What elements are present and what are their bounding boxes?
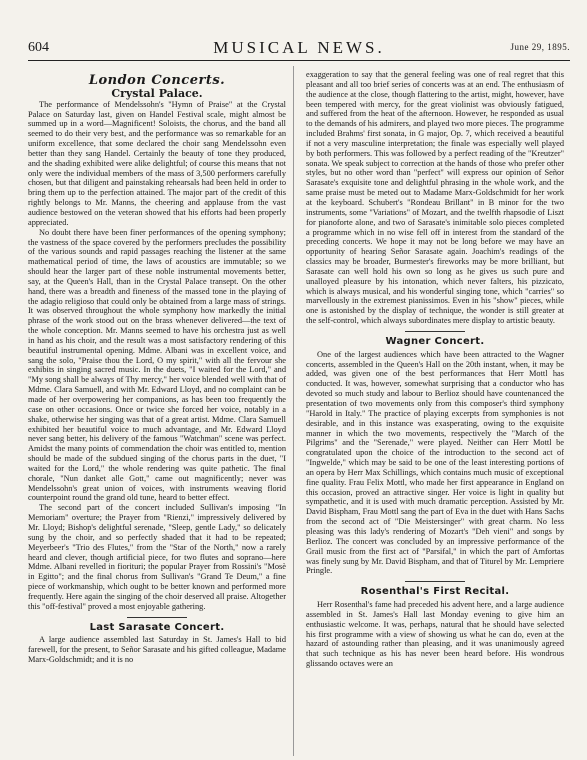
page-header	[28, 38, 570, 61]
sarasate-heading: Last Sarasate Concert.	[89, 621, 225, 633]
page-number: 604	[28, 40, 49, 55]
crystal-paragraph-1: The performance of Mendelssohn's "Hymn of Praise" at the Crystal Palace on Saturday last, given on Handel Festival scale, might almost be summed up in a word—Magnificent! Soloists, the chorus, and the band all seemed to do their very best, and the performance was so remarkable for an uniform excellence, that some declared the choir sang Mendelssohn even better than they sang Handel. Certainly the beauty of tone they produced, and the shading exhibited were alike delightful; of course this means that not only were the individual members of the mass of 3,500 performers carefully chosen, but that diligent and painstaking rehearsals had been held in order to bring them up to the perfection attained. The major part of the credit of this rightly belongs to Mr. Manns, the cheering and applause from the vast audience bestowed on the veteran showed that his efforts had been properly appreciated.	[28, 99, 286, 227]
rosenthal-paragraph: Herr Rosenthal's fame had preceded his advent here, and a large audience assembled in St. James's Hall last Monday evening to give him an enthusiastic welcome. It was, perhaps, natural that he should have selected his first programme with a view of showing us what he can do, even at the hazard of astounding rather than pleasing, and it was unanimously agreed that such technique as his has never been heard before. His wondrous glissando octaves were an	[306, 600, 564, 669]
section-rule	[127, 617, 187, 618]
wagner-paragraph: One of the largest audiences which have been attracted to the Wagner concerts, assembled in the Queen's Hall on the 20th instant, when, it may be added, was given one of the best performances that Herr Mottl has conducted. It was, however, somewhat surprising that a conductor who has devoted so much study and labour to Berlioz should have countenanced the presentation of two movements only from this composer's third symphony "Harold in Italy." The practice of playing excerpts from symphonies is not desirable, and in this instance was exasperating, owing to the exquisite manner in which the two movements, respectively the "March of the Pilgrims" and the "Serenade," were played. Neither can Herr Mottl be congratulated upon the choice of the introduction to the second act of "Ingwelde," which may be said to be one of the least interesting portions of an opera by Herr Max Schillings, which contains much music of exceptional fine quality. Frau Felix Mottl, who made her first appearance in England on this occasion, proved an attractive singer. Her voice is light in quality but sympathetic, and it is used with much dramatic perception. Assisted by Mr. David Bispham, Frau Mottl sang the part of Eva in the duet with Hans Sachs from the second act of "Die Meistersinger" with great charm. No less pleasing was this lady's rendering of Mozart's "Deh vieni" and songs by Berlioz. The concert was concluded by an impressive performance of the Grail music from the first act of "Parsifal," in which the part of Amfortas was finely sung by Mr. David Bispham, and that of Titurel by Mr. Lempriere Pringle.	[306, 349, 564, 576]
left-column	[28, 70, 286, 665]
sarasate-paragraph: A large audience assembled last Saturday in St. James's Hall to bid farewell, for the present, to Señor Sarasate and his gifted colleague, Madame Marx-Goldschmidt; and it is no	[28, 635, 286, 665]
crystal-palace-heading: Crystal Palace.	[111, 86, 203, 100]
issue-date: June 29, 1895.	[510, 42, 570, 52]
right-column	[306, 70, 564, 669]
sarasate-continuation: exaggeration to say that the general feeling was one of real regret that this pleasant and all too brief series of concerts was at an end. The enthusiasm of the audience at the close, though flattering to the artist, might, however, have been tempered with mercy, for the great violinist was obviously fatigued, and suffered from the heat of the afternoon. However, he responded as usual to the demands of his admirers, and played two more pieces. The programme included Brahms' first sonata, in G major, Op. 7, which received a beautiful if not a very masculine interpretation; the finale was especially well played by both performers. This was followed by a perfect reading of the "Kreutzer" sonata. We speak subject to correction at the hands of those who prefer other styles, but no other word than "perfect" will express our opinion of Señor Sarasate's exquisite tone and delightful phrasing in the whole work, and the same praise must be meted out to Madame Marx-Goldschmidt for her work at the keyboard. Schubert's "Rondeau Brillant" in B minor for the two instruments, some "Variations" of Mozart, and the twelfth rhapsodie of Liszt for pianoforte alone, and two of Sarasate's inimitable solo pieces completed a programme which in no wise fell off in interest from the standard of the preceding concerts. We hope it may not be long before we may have an opportunity of hearing Señor Sarasate again. Joachim's readings of the classics may be broader, Burmester's fireworks may be more brilliant, but Sarasate can well hold his own so long as he gives us such pure and unalloyed pleasure by his intonation, which never falters, his pizzicato, which is always musical, and his wonderful singing tone, which "carries" so marvellously in the extremest pianissimos. Even in his "show" pieces, while one is astonished by the display of technique, the wonder is still greater at the self-control, which always subordinates mere display to artistic beauty.	[306, 70, 564, 326]
section-title: London Concerts.	[88, 73, 226, 88]
section-rule	[405, 581, 465, 582]
wagner-heading: Wagner Concert.	[385, 335, 485, 347]
section-rule	[405, 331, 465, 332]
rosenthal-heading: Rosenthal's First Recital.	[360, 586, 510, 598]
column-divider	[293, 66, 294, 756]
publication-title: MUSICAL NEWS.	[213, 38, 385, 57]
crystal-paragraph-2: No doubt there have been finer performances of the opening symphony; the vastness of the space covered by the performers precludes the possibility of the various sounds and rapid passages reaching the listener at the same mathematical period of time, the laws of acoustics are immutable; so we should hear the larger part of these noble instrumental movements better, say, at the Queen's Hall, than in the Crystal Palace transept. On the other hand, there was a breadth and fineness of the massed tone in the playing of the adagio religioso that could only be obtained from a large mass of strings. It was observed throughout the whole symphony how markedly the initial phrase of the work stood out on the brass whenever delivered—the text of the whole conception. Mr. Manns seemed to have his orchestra just as well in hand as his choir, and the result was a most satisfactory rendering of this beautiful instrumental opening. Mdme. Albani was in excellent voice, and sang the solo, "Praise thou the Lord, O my spirit," with all the fervour she exhibits in singing sacred music. In the duets, "I waited for the Lord," and "My song shall be always of Thy mercy," her voice blended well with that of Mdme. Clara Samuell, and with Mr. Edward Lloyd, and no complaint can be made of her overpowering her companions, as has been too frequently the case on other occasions. Once or twice she forced her voice, notably in a shake, otherwise her singing was that of a great artist. Mdme. Clara Samuell exhibited her beautiful voice to much advantage, and Mr. Edward Lloyd never sang better, his delivery of the famous "Watchman" scene was perfect. Amidst the many points of commendation the choir was entitled to, mention should be made of the subdued singing of the chorus parts in the duet, "I waited for the Lord," the whole rendering was quite pathetic. The final chorale, "Nun danket alle Gott," came out magnificently; never was Mendelssohn's great union of voices, with instruments weaving florid counterpoint round the grand old tune, heard to better effect.	[28, 227, 286, 503]
crystal-paragraph-3: The second part of the concert included Sullivan's imposing "In Memoriam" overture; the Prayer from "Rienzi," impressively delivered by Mr. Lloyd; Bishop's delightful serenade, "Sleep, gentle Lady," so delicately sung by the choir, and so perfectly shaded that it had to be repeated; Meyerbeer's "Trio des Flutes," from the "Star of the North," now a rarely heard and clever, though artificial piece, for two flutes and soprano—here Mdme. Albani revelled in fioriturі; the popular Prayer from Rossini's "Mosè in Egitto"; and the final chorus from Sullivan's "Grand Te Deum," a fine piece of workmanship, which ought to be better known and performed more frequently. Here again the singing of the choir deserved all praise. Altogether this "off-festival" proved a most enjoyable gathering.	[28, 503, 286, 611]
